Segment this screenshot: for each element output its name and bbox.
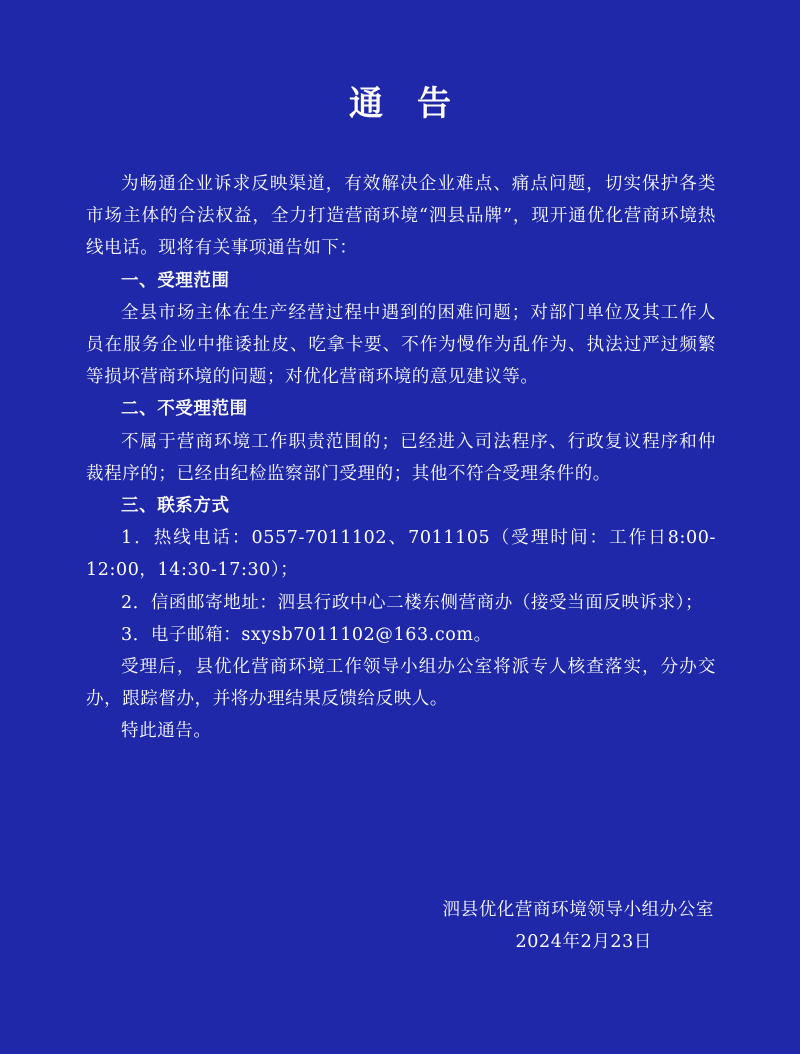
processing-paragraph: 受理后，县优化营商环境工作领导小组办公室将派专人核查落实，分办交办，跟踪督办，并将办理结果反馈给反映人。 — [86, 657, 716, 710]
issue-date: 2024年2月23日 — [515, 932, 652, 953]
intro-paragraph: 为畅通企业诉求反映渠道，有效解决企业难点、痛点问题，切实保护各类市场主体的合法权益，全力打造营商环境“泗县品牌”，现开通优化营商环境热线电话。现将有关事项通告如下： — [86, 174, 716, 259]
notice-title: 通告 — [349, 84, 485, 124]
section-text-exclusions: 不属于营商环境工作职责范围的；已经进入司法程序、行政复议程序和仲裁程序的；已经由纪检监察部门受理的；其他不符合受理条件的。 — [86, 431, 716, 484]
section-text-scope: 全县市场主体在生产经营过程中遇到的困难问题；对部门单位及其工作人员在服务企业中推诿扯皮、吃拿卡要、不作为慢作为乱作为、执法过严过频繁等损坏营商环境的问题；对优化营商环境的意见建议等。 — [86, 302, 716, 388]
closing-line: 特此通告。 — [121, 721, 212, 742]
signature-block — [443, 894, 715, 958]
issuer-name: 泗县优化营商环境领导小组办公室 — [442, 900, 714, 920]
contact-mail-address: 2．信函邮寄地址：泗县行政中心二楼东侧营商办（接受当面反映诉求）； — [121, 592, 704, 613]
section-heading-contact: 三、联系方式 — [121, 496, 230, 517]
contact-hotline: 1．热线电话：0557-7011102、7011105（受理时间：工作日8:00-12:00，14:30-17:30）； — [86, 528, 716, 581]
section-heading-exclusions: 二、不受理范围 — [121, 399, 248, 420]
contact-email: 3．电子邮箱：sxysb7011102@163.com。 — [121, 624, 492, 645]
section-heading-scope: 一、受理范围 — [121, 270, 230, 291]
notice-body — [86, 168, 716, 748]
